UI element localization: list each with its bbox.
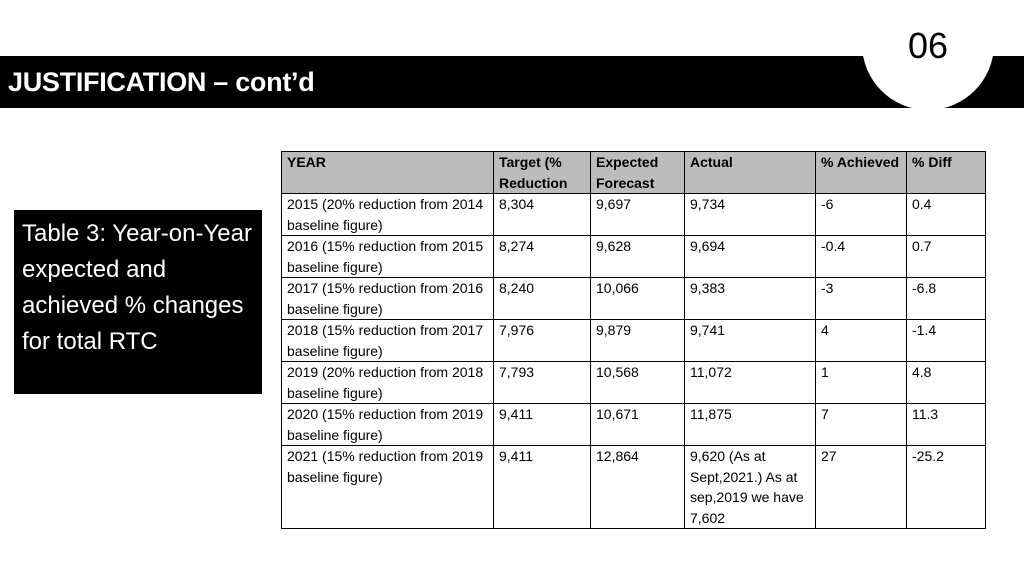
cell-year: 2020 (15% reduction from 2019 baseline figure)	[282, 404, 494, 446]
cell-year: 2015 (20% reduction from 2014 baseline figure)	[282, 194, 494, 236]
cell-actual: 9,620 (As at Sept,2021.) As at sep,2019 we have 7,602	[685, 446, 816, 529]
cell-target: 7,976	[494, 320, 591, 362]
cell-actual: 9,694	[685, 236, 816, 278]
cell-expected-forecast: 9,879	[591, 320, 685, 362]
table-row	[282, 446, 986, 529]
cell-year: 2019 (20% reduction from 2018 baseline figure)	[282, 362, 494, 404]
header-actual: Actual	[685, 152, 816, 194]
cell-percent-diff: -6.8	[907, 278, 986, 320]
cell-target: 8,304	[494, 194, 591, 236]
cell-expected-forecast: 9,697	[591, 194, 685, 236]
cell-percent-achieved: -3	[816, 278, 907, 320]
cell-percent-achieved: 4	[816, 320, 907, 362]
cell-actual: 9,741	[685, 320, 816, 362]
table-caption: Table 3: Year-on-Year expected and achieved % changes for total RTC	[22, 220, 252, 355]
header-expected-forecast: Expected Forecast	[591, 152, 685, 194]
cell-target: 8,274	[494, 236, 591, 278]
cell-expected-forecast: 10,568	[591, 362, 685, 404]
cell-target: 8,240	[494, 278, 591, 320]
cell-expected-forecast: 10,671	[591, 404, 685, 446]
cell-year: 2017 (15% reduction from 2016 baseline figure)	[282, 278, 494, 320]
table-caption-box	[14, 210, 262, 394]
cell-actual: 11,875	[685, 404, 816, 446]
cell-percent-diff: 0.4	[907, 194, 986, 236]
cell-percent-diff: -25.2	[907, 446, 986, 529]
table-row	[282, 320, 986, 362]
cell-percent-diff: -1.4	[907, 320, 986, 362]
table-row	[282, 278, 986, 320]
cell-year: 2016 (15% reduction from 2015 baseline figure)	[282, 236, 494, 278]
page-number: 06	[907, 25, 949, 66]
table-row	[282, 236, 986, 278]
cell-year: 2021 (15% reduction from 2019 baseline figure)	[282, 446, 494, 529]
cell-percent-diff: 0.7	[907, 236, 986, 278]
cell-percent-achieved: -0.4	[816, 236, 907, 278]
cell-actual: 11,072	[685, 362, 816, 404]
cell-expected-forecast: 10,066	[591, 278, 685, 320]
cell-percent-achieved: 1	[816, 362, 907, 404]
header-year: YEAR	[282, 152, 494, 194]
cell-percent-achieved: 7	[816, 404, 907, 446]
table-row	[282, 194, 986, 236]
header-percent-achieved: % Achieved	[816, 152, 907, 194]
cell-actual: 9,734	[685, 194, 816, 236]
rtc-table	[281, 151, 986, 529]
cell-percent-diff: 4.8	[907, 362, 986, 404]
slide-title: JUSTIFICATION – cont’d	[8, 67, 315, 97]
cell-year: 2018 (15% reduction from 2017 baseline figure)	[282, 320, 494, 362]
cell-target: 9,411	[494, 446, 591, 529]
header-percent-diff: % Diff	[907, 152, 986, 194]
cell-percent-achieved: -6	[816, 194, 907, 236]
cell-expected-forecast: 9,628	[591, 236, 685, 278]
cell-percent-diff: 11.3	[907, 404, 986, 446]
table-header-row	[282, 152, 986, 194]
cell-actual: 9,383	[685, 278, 816, 320]
cell-expected-forecast: 12,864	[591, 446, 685, 529]
cell-percent-achieved: 27	[816, 446, 907, 529]
table-row	[282, 362, 986, 404]
cell-target: 9,411	[494, 404, 591, 446]
table-row	[282, 404, 986, 446]
header-target: Target (% Reduction	[494, 152, 591, 194]
cell-target: 7,793	[494, 362, 591, 404]
